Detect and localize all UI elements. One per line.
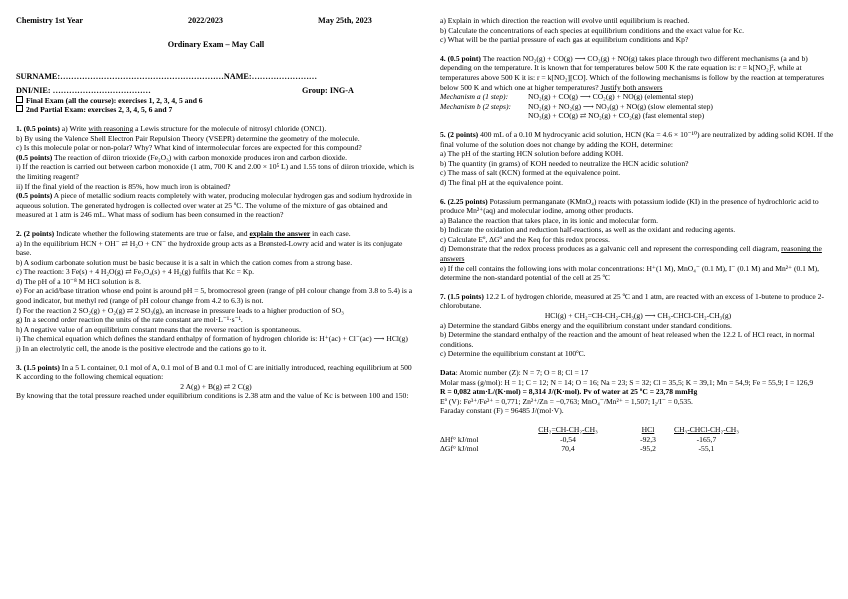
exam-date: May 25th, 2023 [318, 16, 372, 25]
academic-year: 2022/2023 [188, 16, 224, 25]
mechanism-b: Mechanism b (2 steps): NO₂(g) + NO₂(g) ⟶ NO₃(g) + NO(g) (slow elemental step) [440, 101, 713, 111]
question-3: 3. (1.5 points) In a 5 L container, 0.1 mol of A, 0.1 mol of B and 0.1 mol of C are initially introduced, reaching equilibrium at 500 K according to the following chemical equation: 2 A(g) + B(g) ⇄ 2 C(g) By knowing that the total pressure reached under equilibrium conditions is 2.38 atm and the value of Kc is between 100 and 150: [16, 363, 416, 401]
right-column [440, 0, 836, 454]
table-header-row: CH₂=CH-CH₂-CH₃ HCl CH₃-CHCl-CH₂-CH₃ [538, 424, 739, 434]
mechanism-a: Mechanism a (1 step): NO₂(g) + CO(g) ⟶ CO₂(g) + NO(g) (elemental step) [440, 92, 694, 102]
equilibrium-equation: 2 A(g) + B(g) ⇄ 2 C(g) [180, 381, 252, 391]
group-label: Group: ING-A [302, 86, 354, 96]
question-1: 1. (0.5 points) a) Write with reasoning a Lewis structure for the molecule of nitrosyl chloride (ONCl). b) By using the Valence Shell Electron Pair Repulsion Theory (VSEPR) determine the geometry of the molecule. c) Is this molecule polar or non-polar? Why? What kind of intermolecular forces are expected for this compound? (0.5 points) The reaction of diiron trioxide (Fe₂O₃) with carbon monoxide produces iron and carbon dioxide. i) If the reaction is carried out between carbon monoxide (1 atm, 700 K and 2.00 × 10⁵ L) and 1.55 tons of diiron trioxide, which is the limiting reagent? ii) If the final yield of the reaction is 85%, how much iron is obtained? (0.5 points) A piece of metallic sodium reacts completely with water, producing molecular hydrogen gas and sodium hydroxide in aqueous solution. The generated hydrogen is collected over water at 25 ºC. The volume of the mixture of gas obtained and measured at 1 atm is 246 mL. What mass of sodium has been consumed in the reaction? [16, 123, 414, 220]
partial-exam-option[interactable]: 2nd Partial Exam: exercises 2, 3, 4, 5, 6 and 7 [16, 105, 416, 115]
question-5: 5. (2 points) 400 mL of a 0.10 M hydrocyanic acid solution, HCN (Ka = 4.6 × 10⁻¹⁰) are neutralized by adding solid KOH. If the final volume of the solution does not change by adding the KOH, determine: a) The pH of the starting HCN solution before adding KOH. b) The quantity (in grams) of KOH needed to neutralize the HCN acidic solution? c) The mass of salt (KCN) formed at the equivalence point. d) The final pH at the equivalence point. [440, 129, 834, 187]
final-exam-option[interactable]: Final Exam (all the course): exercises 1, 2, 3, 4, 5 and 6 [16, 96, 416, 106]
question-6: 6. (2.25 points) Potassium permanganate (KMnO₄) reacts with potassium iodide (KI) in the presence of hydrochloric acid to produce Mn²⁺(aq) and molecular iodine, among other products. a) Balance the reaction that takes place, in its ionic and molecular form. b) Indicate the oxidation and reduction half-reactions, as well as the oxidant and reducing agents. c) Calculate Eº, ΔGº and the Keq for this redox process. d) Demonstrate that the redox process produces as a galvanic cell and represent the corresponding cell diagram, reasoning the answers e) If the cell contains the following ions with molar concentrations: H⁺(1 M), MnO₄⁻ (0.1 M), I⁻ (0.1 M) and Mn²⁺ (0.1 M), determine the non-standard potential of the cell at 25 ºC [440, 196, 822, 283]
question-4: 4. (0.5 point) The reaction NO₂(g) + CO(g) ⟶ CO₂(g) + NO(g) takes place through two different mechanisms (a and b) depending on the temperature. It is known that for temperatures below 500 K the rate equation is: r = k[NO₂]², while at temperatures above 500 K it is: r = k[NO₂][CO]. Which of the following mechanisms is follow by the reaction at temperatures below 500 K and which one at higher temperatures? Justify both answers Mechanism a (1 step): NO₂(g) + CO(g) ⟶ CO₂(g) + NO(g) (elemental step) Mechanism b (2 steps): NO₂(g) + NO₂(g) ⟶ NO₃(g) + NO(g) (slow elemental step) NO₃(g) + CO(g) ⇄ NO₂(g) + CO₂(g) (fast elemental step) [440, 54, 836, 121]
question-2: 2. (2 points) Indicate whether the following statements are true or false, and explain the answer in each case. a) In the equilibrium HCN + OH⁻ ⇄ H₂O + CN⁻ the hydroxide group acts as a Brønsted-Lowry acid and water is its conjugate base. b) A sodium carbonate solution must be basic because it is a salt in which the cation comes from a strong base. c) The reaction: 3 Fe(s) + 4 H₂O(g) ⇄ Fe₃O₄(s) + 4 H₂(g) fulfils that Kc = Kp. d) The pH of a 10⁻⁸ M HCl solution is 8. e) For an acid/base titration whose end point is around pH = 5, bromocresol green (range of pH colour change from 3.8 to 5.4) is a good indicator, but methyl red (range of pH colour change from 4.2 to 6.3) is not. f) For the reaction 2 SO₂(g) + O₂(g) ⇄ 2 SO₃(g), an increase in pressure leads to a higher production of SO₃ g) In a second order reaction the units of the rate constant are mol·L⁻¹·s⁻¹. h) A negative value of an equilibrium constant means that the reverse reaction is spontaneous. i) The chemical equation which defines the standard enthalpy of formation of hydrogen chloride is: H⁺(ac) + Cl⁻(ac) ⟶ HCl(g) j) In an electrolytic cell, the anode is the positive electrode and the cations go to it. [16, 228, 413, 354]
question-3-continued: a) Explain in which direction the reaction will evolve until equilibrium is reached. b) Calculate the concentrations of each species at equilibrium conditions and the exact value for Kc. c) What will be the partial pressure of each gas at equilibrium conditions and Kp? [440, 16, 745, 45]
reaction-equation: HCl(g) + CH₂=CH-CH₂-CH₃(g) ⟶ CH₃-CHCl-CH₂-CH₃(g) [544, 311, 732, 321]
thermo-table [440, 425, 745, 454]
left-column [16, 0, 416, 401]
question-7: 7. (1.5 points) 12.2 L of hydrogen chloride, measured at 25 ºC and 1 atm, are reacted with an excess of 1-butene to produce 2-chlorobutane. HCl(g) + CH₂=CH-CH₂-CH₃(g) ⟶ CH₃-CHCl-CH₂-CH₃(g) a) Determine the standard Gibbs energy and the equilibrium constant under standard conditions. b) Determine the standard enthalpy of the reaction and the amount of heat released when the 12.2 L of HCl react, in normal conditions. c) Determine the equilibrium constant at 100ºC. [440, 292, 836, 359]
checkbox-icon[interactable] [16, 96, 23, 103]
data-section: Data: Atomic number (Z): N = 7; O = 8; Cl = 17 Molar mass (g/mol): H = 1; C = 12; N = 14; O = 16; Na = 23; S = 32; Cl = 35,5; K = 39,1; Mn = 54,9; Fe = 55,9; I = 126,9 R = 0,082 atm·L/(K·mol) = 8,314 J/(K·mol). Pv of water at 25 ºC = 23,78 mmHg Eº (V): Fe³⁺/Fe²⁺ = 0,771; Zn²⁺/Zn = −0,763; MnO₄⁻/Mn²⁺ = 1,507; I₂/I⁻ = 0,535. Faraday constant (F) = 96485 J/(mol·V). [440, 368, 814, 416]
surname-name-field[interactable]: SURNAME:……………………………………………………NAME:…………………… [16, 71, 318, 81]
dni-row [16, 86, 416, 96]
exam-title: Ordinary Exam – May Call [167, 40, 265, 49]
exam-header [16, 16, 416, 30]
table-row: ΔGf° kJ/mol 70,4 -95,2 -55,1 [440, 444, 715, 454]
table-row: ΔHf° kJ/mol -0,54 -92,3 -165,7 [440, 434, 717, 444]
course-label: Chemistry 1st Year [16, 16, 83, 25]
dni-field[interactable]: DNI/NIE: ……………………………… [16, 86, 151, 96]
checkbox-icon[interactable] [16, 105, 23, 112]
